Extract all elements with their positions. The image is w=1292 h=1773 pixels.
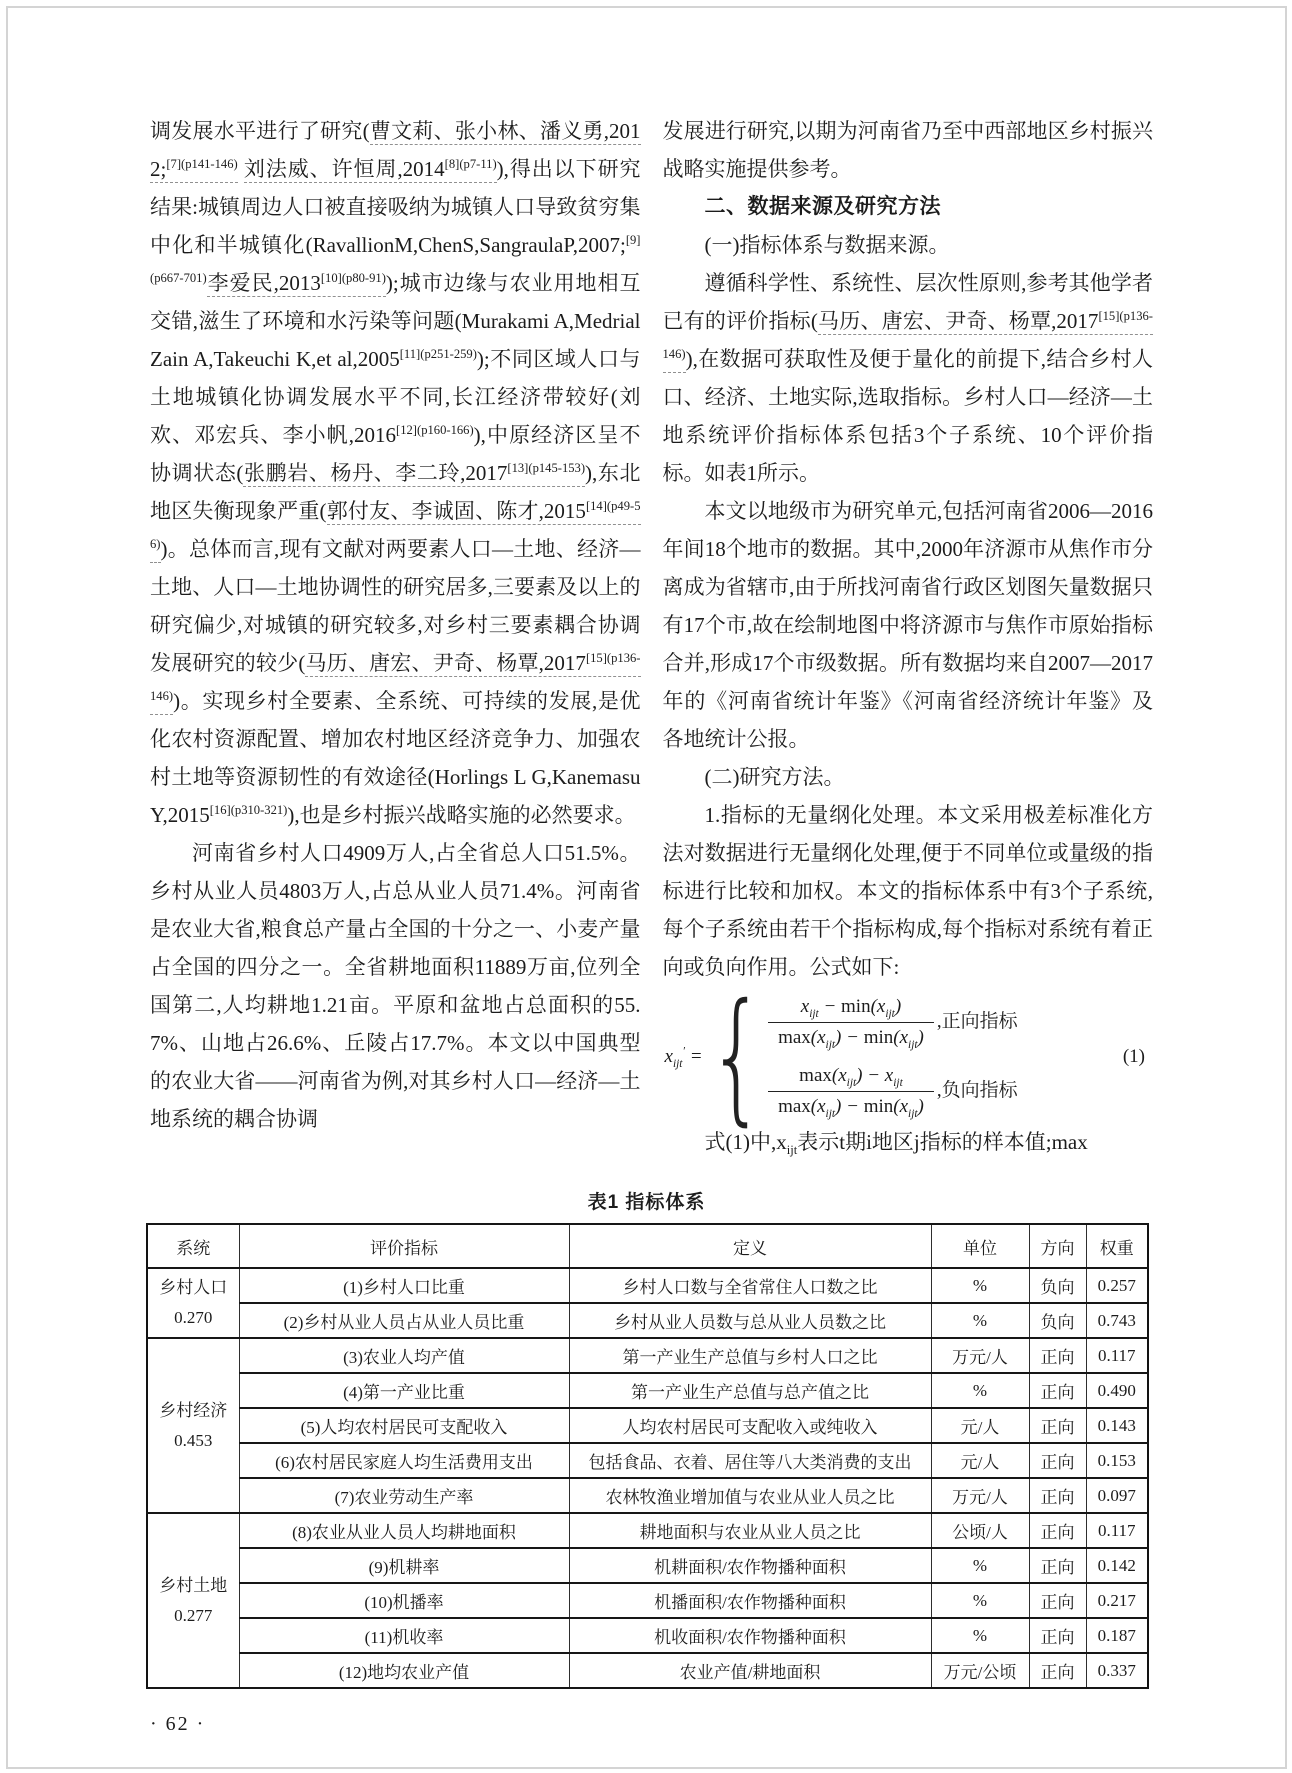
cell-weight: 0.743 [1086, 1303, 1148, 1338]
cell-weight: 0.257 [1086, 1268, 1148, 1303]
cell-unit: 万元/人 [931, 1478, 1029, 1513]
cell-indicator: (6)农村居民家庭人均生活费用支出 [239, 1443, 569, 1478]
paragraph-standardization: 1.指标的无量纲化处理。本文采用极差标准化方法对数据进行无量纲化处理,便于不同单位或量级的指标进行比较和加权。本文的指标体系中有3个子系统,每个子系统由若干个指标构成,每个指标对系统有着正向或负向作用。公式如下: [662, 803, 1153, 979]
cell-unit: % [931, 1268, 1029, 1303]
system-cell: 乡村人口 0.270 [147, 1268, 239, 1338]
cell-unit: % [931, 1303, 1029, 1338]
case-label: ,负向指标 [936, 1080, 1018, 1102]
cell-definition: 人均农村居民可支配收入或纯收入 [569, 1408, 931, 1443]
cell-definition: 第一产业生产总值与总产值之比 [569, 1373, 931, 1408]
cell-definition: 乡村人口数与全省常住人口数之比 [569, 1268, 931, 1303]
cell-indicator: (3)农业人均产值 [239, 1338, 569, 1373]
cell-unit: 元/人 [931, 1408, 1029, 1443]
cell-weight: 0.142 [1086, 1548, 1148, 1583]
cell-definition: 乡村从业人员数与总从业人员数之比 [569, 1303, 931, 1338]
cell-direction: 正向 [1029, 1583, 1086, 1618]
right-column-top [663, 112, 1154, 986]
two-column-text [150, 112, 1153, 1161]
fraction-denominator: $\max(x_{ijt}) - \min(x_{ijt})$ [778, 1095, 924, 1120]
cell-direction: 正向 [1029, 1653, 1086, 1688]
cell-definition: 机播面积/农作物播种面积 [569, 1583, 931, 1618]
cell-definition: 包括食品、衣着、居住等八大类消费的支出 [569, 1443, 931, 1478]
cell-direction: 正向 [1029, 1408, 1086, 1443]
cell-unit: 公顷/人 [931, 1513, 1029, 1548]
equation-lhs: $x_{ijt}'$ = [664, 1045, 703, 1070]
cell-direction: 正向 [1029, 1338, 1086, 1373]
cell-unit: % [931, 1618, 1029, 1653]
paragraph-data-source: 本文以地级市为研究单元,包括河南省2006—2016年间18个地市的数据。其中,2000年济源市从焦作市分离成为省辖市,由于所找河南省行政区划图矢量数据只有17个市,故在绘制地图中将济源市与焦作市原始指标合并,形成17个市级数据。所有数据均来自2007—2017年的《河南省统计年鉴》《河南省经济统计年鉴》及各地统计公报。 [662, 499, 1153, 751]
system-cell: 乡村土地 0.277 [147, 1513, 239, 1688]
table-header-1: 评价指标 [239, 1224, 569, 1268]
cell-unit: 万元/公顷 [931, 1653, 1029, 1688]
cell-direction: 正向 [1029, 1513, 1086, 1548]
cell-weight: 0.187 [1086, 1618, 1148, 1653]
cell-unit: 万元/人 [931, 1338, 1029, 1373]
paragraph-indicator-selection: 遵循科学性、系统性、层次性原则,参考其他学者已有的评价指标(马历、唐宏、尹奇、杨覃$,2017^{[15](p136-146)}$),在数据可获取性及便于量化的前提下,结合乡村人口、经济、土地实际,选取指标。乡村人口—经济—土地系统评价指标体系包括3个子系统、10个评价指标。如表1所示。 [662, 271, 1153, 485]
cell-weight: 0.097 [1086, 1478, 1148, 1513]
case-label: ,正向指标 [936, 1011, 1018, 1033]
cell-indicator: (1)乡村人口比重 [239, 1268, 569, 1303]
table-row [147, 1408, 1148, 1443]
table-row [147, 1338, 1148, 1373]
system-cell: 乡村经济 0.453 [147, 1338, 239, 1513]
fraction-numerator: $x_{ijt} - \min(x_{ijt})$ [768, 996, 934, 1023]
cell-indicator: (10)机播率 [239, 1583, 569, 1618]
table-row [147, 1373, 1148, 1408]
table-row [147, 1268, 1148, 1303]
table-header-row [147, 1224, 1148, 1268]
equation-cases [768, 996, 1018, 1120]
cell-definition: 农业产值/耕地面积 [569, 1653, 931, 1688]
paragraph-literature-review: 调发展水平进行了研究(曹文莉、张小林、潘义勇,2012;$^{[7](p141-146)}$ 刘法威、许恒周$,2014^{[8](p7-11)}$),得出以下研究结果:城镇周边人口被直接吸纳为城镇人口导致贫穷集中化和半城镇化(RavallionM,ChenS,SangraulaP,2007;$^{[9](p667-701)}$李爱民$,2013^{[10](p80-91)}$);城市边缘与农业用地相互交错,滋生了环境和水污染等问题(Murakami A,Medrial Zain A,Takeuchi K,et $al,2005^{[11](p251-259)}$);不同区域人口与土地城镇化协调发展水平不同,长江经济带较好(刘欢、邓宏兵、李小帆$,2016^{[12](p160-166)}$),中原经济区呈不协调状态(张鹏岩、杨丹、李二玲$,2017^{[13](p145-153)}$),东北地区失衡现象严重(郭付友、李诚固、陈才$,2015^{[14](p49-56)}$)。总体而言,现有文献对两要素人口—土地、经济—土地、人口—土地协调性的研究居多,三要素及以上的研究偏少,对城镇的研究较多,对乡村三要素耦合协调发展研究的较少(马历、唐宏、尹奇、杨覃$,2017^{[15](p136-146)}$)。实现乡村全要素、全系统、可持续的发展,是优化农村资源配置、增加农村地区经济竞争力、加强农村土地等资源韧性的有效途径(Horlings L G,Kanemasu $Y,2015^{[16](p310-321)}$),也是乡村振兴战略实施的必然要求。 [150, 119, 641, 827]
cell-indicator: (12)地均农业产值 [239, 1653, 569, 1688]
table-header-2: 定义 [569, 1224, 931, 1268]
paragraph-formula-note: 式(1)中$,x_{ijt}$表示t期i地区j指标的样本值;max [704, 1130, 1088, 1158]
subsection-heading-indicator-system: (一)指标体系与数据来源。 [704, 233, 950, 257]
table-header-5: 权重 [1086, 1224, 1148, 1268]
table-header-4: 方向 [1029, 1224, 1086, 1268]
cell-definition: 农林牧渔业增加值与农业从业人员之比 [569, 1478, 931, 1513]
cell-weight: 0.337 [1086, 1653, 1148, 1688]
table-header-0: 系统 [147, 1224, 239, 1268]
table-header-3: 单位 [931, 1224, 1029, 1268]
cell-unit: 元/人 [931, 1443, 1029, 1478]
fraction [768, 996, 934, 1049]
cell-definition: 机收面积/农作物播种面积 [569, 1618, 931, 1653]
paragraph-research-purpose: 发展进行研究,以期为河南省乃至中西部地区乡村振兴战略实施提供参考。 [662, 119, 1153, 181]
table-row [147, 1303, 1148, 1338]
equation-number: (1) [1122, 1045, 1145, 1067]
cell-weight: 0.217 [1086, 1583, 1148, 1618]
table-row [147, 1478, 1148, 1513]
fraction-numerator: $\max(x_{ijt}) - x_{ijt}$ [768, 1065, 934, 1092]
cell-unit: % [931, 1583, 1029, 1618]
table1-indicator-system [146, 1223, 1149, 1689]
paragraph-henan-overview: 河南省乡村人口4909万人,占全省总人口51.5%。乡村从业人员4803万人,占总从业人员71.4%。河南省是农业大省,粮食总产量占全国的十分之一、小麦产量占全国的四分之一。全省耕地面积11889万亩,位列全国第二,人均耕地1.21亩。平原和盆地占总面积的55.7%、山地占26.6%、丘陵占17.7%。本文以中国典型的农业大省——河南省为例,对其乡村人口—经济—土地系统的耦合协调 [150, 841, 641, 1131]
left-column [150, 112, 641, 1161]
cell-indicator: (4)第一产业比重 [239, 1373, 569, 1408]
table-row [147, 1443, 1148, 1478]
fraction-denominator: $\max(x_{ijt}) - \min(x_{ijt})$ [778, 1026, 924, 1051]
table-row [147, 1618, 1148, 1653]
cell-indicator: (5)人均农村居民可支配收入 [239, 1408, 569, 1443]
cell-direction: 正向 [1029, 1373, 1086, 1408]
cell-weight: 0.153 [1086, 1443, 1148, 1478]
table-row [147, 1653, 1148, 1688]
cell-definition: 机耕面积/农作物播种面积 [569, 1548, 931, 1583]
cell-direction: 负向 [1029, 1268, 1086, 1303]
cell-indicator: (8)农业从业人员人均耕地面积 [239, 1513, 569, 1548]
cell-definition: 耕地面积与农业从业人员之比 [569, 1513, 931, 1548]
cell-indicator: (2)乡村从业人员占从业人员比重 [239, 1303, 569, 1338]
table1-caption: 表1 指标体系 [587, 1192, 706, 1214]
cell-weight: 0.143 [1086, 1408, 1148, 1443]
document-page [150, 112, 1153, 1736]
cell-indicator: (11)机收率 [239, 1618, 569, 1653]
cell-indicator: (7)农业劳动生产率 [239, 1478, 569, 1513]
equation-1 [664, 973, 1154, 1139]
table1-wrapper [146, 1187, 1147, 1689]
cell-direction: 正向 [1029, 1548, 1086, 1583]
cell-direction: 负向 [1029, 1303, 1086, 1338]
section-heading-data-methods: 二、数据来源及研究方法 [704, 195, 941, 218]
table-row [147, 1548, 1148, 1583]
page-number: · 62 · [150, 1713, 206, 1736]
cell-direction: 正向 [1029, 1443, 1086, 1478]
cell-indicator: (9)机耕率 [239, 1548, 569, 1583]
cell-weight: 0.117 [1086, 1513, 1148, 1548]
cell-unit: % [931, 1548, 1029, 1583]
right-column [663, 112, 1154, 1161]
table-row [147, 1513, 1148, 1548]
cell-definition: 第一产业生产总值与乡村人口之比 [569, 1338, 931, 1373]
fraction [768, 1065, 934, 1118]
cell-weight: 0.117 [1086, 1338, 1148, 1373]
cell-direction: 正向 [1029, 1618, 1086, 1653]
cell-unit: % [931, 1373, 1029, 1408]
equation-case-negative [768, 1065, 1018, 1118]
cell-direction: 正向 [1029, 1478, 1086, 1513]
cell-weight: 0.490 [1086, 1373, 1148, 1408]
curly-brace: { [707, 973, 767, 1139]
equation-case-positive [768, 996, 1018, 1049]
subsection-heading-methods: (二)研究方法。 [704, 765, 845, 789]
table-row [147, 1583, 1148, 1618]
